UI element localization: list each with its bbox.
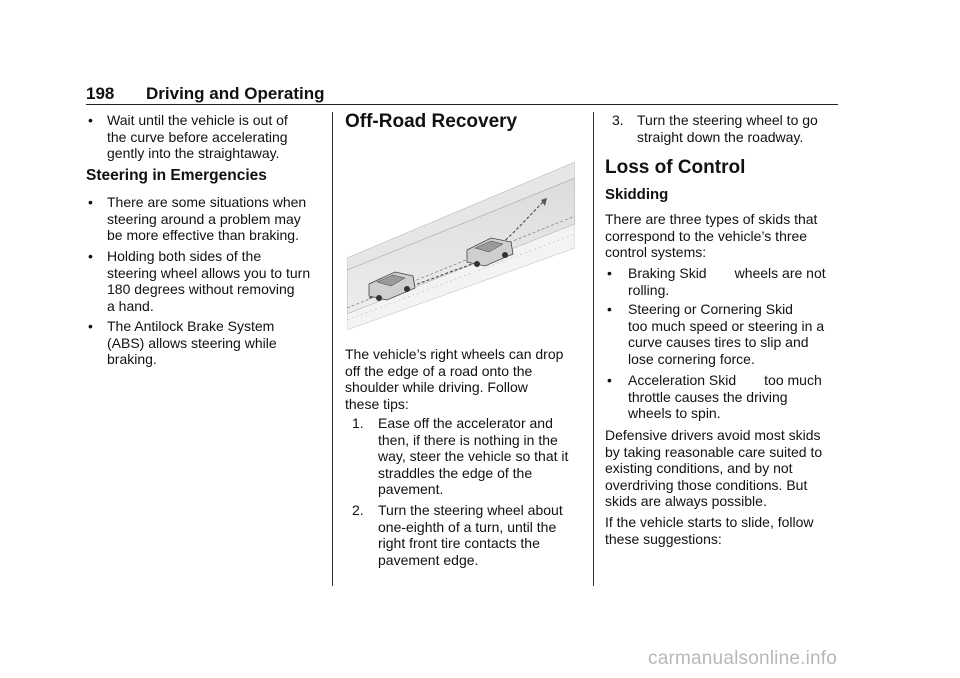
step-text: Turn the steering wheel about one-eighth of a turn, until the right front tire contacts the pavement edge.	[378, 502, 563, 568]
bullet-text: Holding both sides of the steering wheel allows you to turn 180 degrees without removing a hand.	[107, 248, 311, 314]
heading-skidding: Skidding	[605, 186, 669, 203]
skid-type-steering: Steering or Cornering Skid too much speed or steering in a curve causes tires to slip and lose cornering force.	[628, 301, 825, 367]
step-number: 2.	[352, 502, 364, 518]
heading-loss-of-control: Loss of Control	[605, 157, 746, 178]
bullet-wait-text: Wait until the vehicle is out of the curve before accelerating gently into the straightaway.	[107, 112, 288, 161]
page-number: 198	[86, 84, 115, 103]
step-text: Turn the steering wheel to go straight down the roadway.	[637, 112, 818, 145]
heading-steering-emergencies: Steering in Emergencies	[86, 167, 267, 184]
bullet-icon: •	[607, 372, 612, 388]
bullet-icon: •	[88, 248, 93, 264]
section-title: Driving and Operating	[146, 84, 325, 103]
step-number: 3.	[612, 112, 624, 128]
step-text: Ease off the accelerator and then, if there is nothing in the way, steer the vehicle so that it straddles the edge of the pavement.	[378, 415, 569, 497]
bullet-icon: •	[88, 194, 93, 210]
defensive-drivers-paragraph: Defensive drivers avoid most skids by taking reasonable care suited to existing conditions, and by not overdriving those conditions. But skids are always possible.	[605, 427, 823, 509]
off-road-recovery-illustration	[347, 158, 575, 330]
heading-off-road-recovery: Off-Road Recovery	[345, 111, 518, 132]
vehicle-slide-paragraph: If the vehicle starts to slide, follow these suggestions:	[605, 514, 814, 547]
off-road-intro: The vehicle’s right wheels can drop off the edge of a road onto the shoulder while driving. Follow these tips:	[345, 346, 564, 412]
skid-type-acceleration: Acceleration Skid too much throttle causes the driving wheels to spin.	[628, 372, 822, 421]
bullet-icon: •	[88, 112, 93, 128]
bullet-icon: •	[607, 301, 612, 317]
header-rule	[86, 104, 838, 105]
bullet-text: There are some situations when steering around a problem may be more effective than braking.	[107, 194, 307, 243]
column-divider-right	[593, 112, 594, 586]
watermark: carmanualsonline.info	[648, 648, 838, 669]
skid-type-braking: Braking Skid wheels are not rolling.	[628, 265, 826, 298]
step-number: 1.	[352, 415, 364, 431]
bullet-icon: •	[607, 265, 612, 281]
bullet-icon: •	[88, 318, 93, 334]
column-divider-left	[332, 112, 333, 586]
skidding-intro: There are three types of skids that correspond to the vehicle’s three control systems:	[605, 211, 818, 260]
bullet-text: The Antilock Brake System (ABS) allows steering while braking.	[107, 318, 277, 367]
